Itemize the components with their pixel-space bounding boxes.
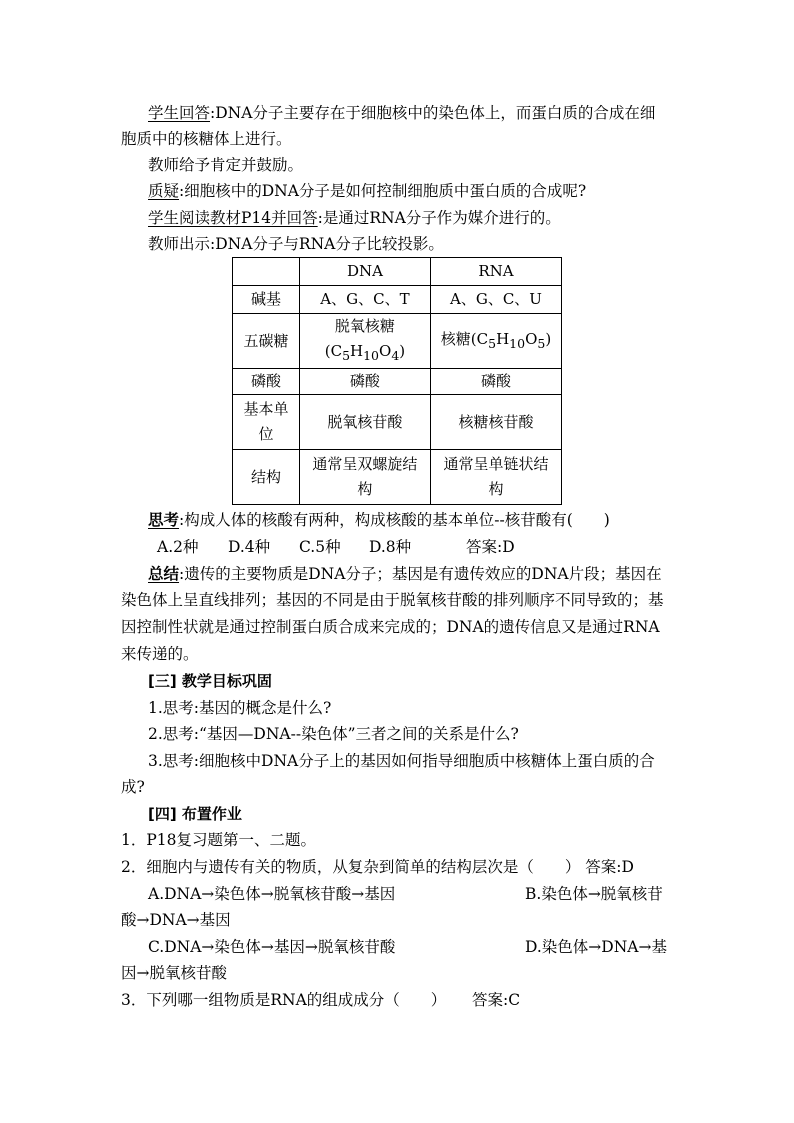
dna-rna-comparison-table: [232, 257, 562, 505]
student-answer-line-1: [148, 103, 655, 123]
formula-ribose: 核糖$(C_5H_{10}O_5)$: [430, 314, 561, 369]
think-option-c: C.5种: [299, 538, 341, 556]
section3-q3-line2: 成?: [121, 778, 145, 796]
homework-2-option-d-cont: 因→脱氧核苷酸: [121, 964, 227, 982]
cell-line: 脱氧核糖: [334, 317, 395, 335]
table-cell: A、G、C、T: [299, 286, 430, 314]
homework-2-option-b-cont: 酸→DNA→基因: [121, 911, 231, 929]
summary-line-3: 因控制性状就是通过控制蛋白质合成来完成的；DNA的遗传信息又是通过RNA: [121, 618, 660, 636]
table-cell: A、G、C、U: [430, 286, 561, 314]
table-row: [233, 450, 562, 505]
section3-q2: 2.思考:“基因—DNA--染色体”三者之间的关系是什么?: [148, 725, 519, 743]
student-answer-label: 学生回答: [148, 104, 211, 122]
think-option-b: D.4种: [228, 538, 271, 556]
table-row-label: 基本单 位: [233, 395, 300, 450]
table-header-cell: DNA: [299, 258, 430, 286]
homework-1: 1．P18复习题第一、二题。: [121, 831, 317, 849]
question-label: 质疑: [148, 182, 180, 200]
homework-2-option-c: C.DNA→染色体→基因→脱氧核苷酸: [148, 938, 396, 956]
think-text: :构成人体的核酸有两种，构成核酸的基本单位--核苷酸有( ): [179, 511, 610, 529]
table-row: [233, 395, 562, 450]
table-header-row: [233, 258, 562, 286]
think-answer: 答案:D: [466, 538, 515, 556]
student-reading-text: :是通过RNA分子作为媒介进行的。: [317, 209, 561, 227]
homework-2-option-a: A.DNA→染色体→脱氧核苷酸→基因: [148, 885, 396, 903]
table-cell: 磷酸: [299, 369, 430, 395]
think-line: [148, 510, 610, 530]
summary-label: 总结: [148, 564, 180, 583]
formula-deoxyribose: $(C_5H_{10}O_4)$: [324, 342, 406, 363]
question-line: [148, 181, 586, 201]
section4-heading: [四] 布置作业: [148, 805, 242, 823]
think-option-d: D.8种: [369, 538, 412, 556]
table-cell: [299, 314, 430, 369]
homework-3-answer: 答案:C: [472, 991, 521, 1009]
table-header-cell: RNA: [430, 258, 561, 286]
table-cell: 核糖核苷酸: [430, 395, 561, 450]
homework-3: 3．下列哪一组物质是RNA的组成成分（ ）: [121, 991, 447, 1009]
think-label: 思考: [148, 510, 180, 529]
summary-line-1: 总结:遗传的主要物质是DNA分子；基因是有遗传效应的DNA片段；基因在: [148, 564, 662, 583]
student-reading-label: 学生阅读教材P14并回答: [148, 209, 318, 227]
homework-2: 2．细胞内与遗传有关的物质，从复杂到简单的结构层次是（ ） 答案:D: [121, 858, 634, 876]
table-row-label: 碱基: [233, 286, 300, 314]
table-row: [233, 369, 562, 395]
table-row: [233, 286, 562, 314]
table-cell: 磷酸: [430, 369, 561, 395]
table-row-label: 五碳糖: [233, 314, 300, 369]
teacher-shows: 教师出示:DNA分子与RNA分子比较投影。: [148, 235, 444, 253]
question-text: :细胞核中的DNA分子是如何控制细胞质中蛋白质的合成呢?: [179, 182, 587, 200]
summary-line-4: 来传递的。: [121, 645, 199, 663]
table-cell: 脱氧核苷酸: [299, 395, 430, 450]
table-row-label: 磷酸: [233, 369, 300, 395]
table-row-label: 结构: [233, 450, 300, 505]
table-row: [233, 314, 562, 369]
homework-2-option-b: B.染色体→脱氧核苷: [525, 885, 663, 903]
student-answer-text: :DNA分子主要存在于细胞核中的染色体上，而蛋白质的合成在细: [210, 104, 656, 122]
student-answer-line-2: 胞质中的核糖体上进行。: [121, 130, 292, 148]
think-option-a: A.2种: [157, 538, 199, 556]
table-cell: 通常呈双螺旋结 构: [299, 450, 430, 505]
section3-q3-line1: 3.思考:细胞核中DNA分子上的基因如何指导细胞质中核糖体上蛋白质的合: [148, 752, 655, 770]
table-cell: 通常呈单链状结 构: [430, 450, 561, 505]
summary-line-2: 染色体上呈直线排列；基因的不同是由于脱氧核苷酸的排列顺序不同导致的；基: [121, 591, 664, 609]
student-reading-line: [148, 208, 561, 228]
homework-2-option-d: D.染色体→DNA→基: [525, 938, 667, 956]
table-header-cell: [233, 258, 300, 286]
teacher-praise: 教师给予肯定并鼓励。: [148, 156, 304, 174]
section3-q1: 1.思考:基因的概念是什么?: [148, 699, 332, 717]
section3-heading: [三] 教学目标巩固: [148, 672, 272, 690]
